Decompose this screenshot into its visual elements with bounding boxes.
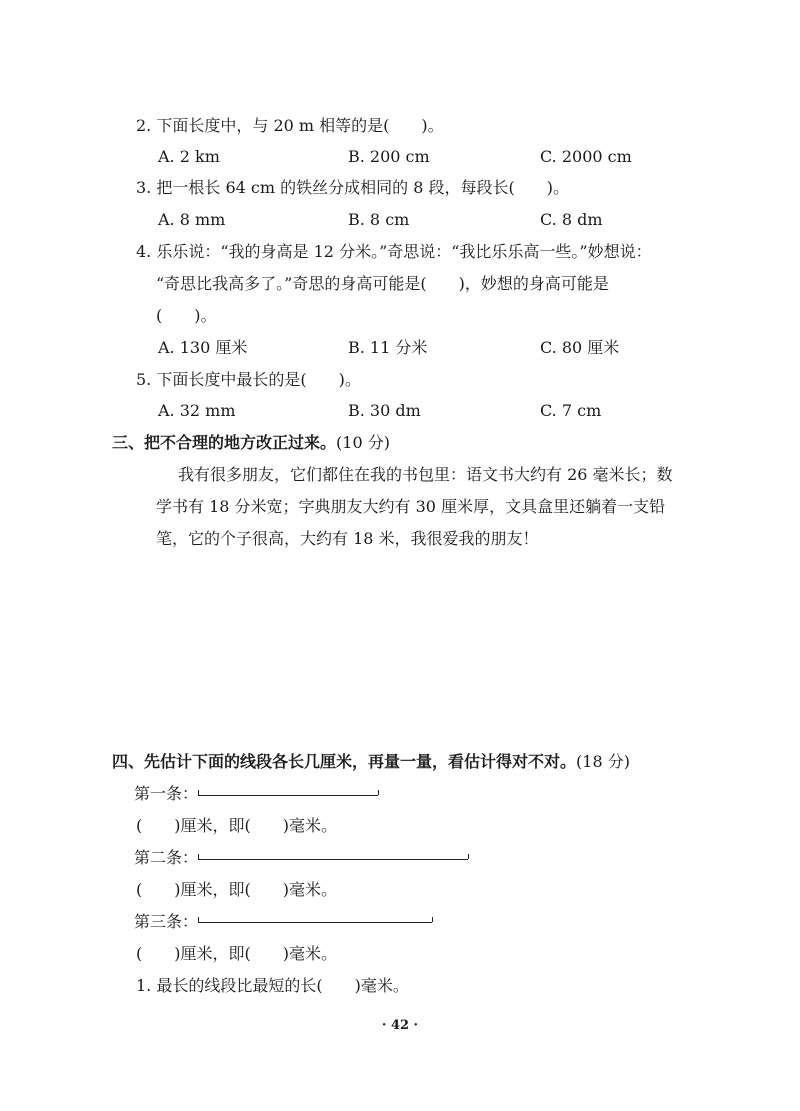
segment-1-end-tick	[378, 790, 379, 795]
question-4-stem-line-1: 4. 乐乐说：“我的身高是 12 分米。”奇思说：“我比乐乐高一些。”妙想说：	[136, 242, 652, 261]
question-2-stem: 2. 下面长度中，与 20 m 相等的是( )。	[136, 116, 444, 135]
question-5-option-c: C. 7 cm	[540, 401, 602, 420]
question-4-option-b: B. 11 分米	[348, 338, 428, 357]
question-2-option-b: B. 200 cm	[348, 147, 430, 166]
question-5-option-b: B. 30 dm	[348, 401, 421, 420]
question-4-stem-line-2: “奇思比我高多了。”奇思的身高可能是( )，妙想的身高可能是	[156, 274, 609, 293]
question-5-option-a: A. 32 mm	[158, 401, 236, 420]
page-number: · 42 ·	[381, 1018, 419, 1033]
segment-3-end-tick	[432, 917, 433, 922]
segment-2-end-tick	[468, 854, 469, 859]
segment-3-answer: ( )厘米，即( )毫米。	[136, 944, 337, 963]
question-3-stem: 3. 把一根长 64 cm 的铁丝分成相同的 8 段，每段长( )。	[136, 178, 569, 197]
segment-2-answer: ( )厘米，即( )毫米。	[136, 880, 337, 899]
question-5-stem: 5. 下面长度中最长的是( )。	[136, 370, 361, 389]
section-3-paragraph-line-1: 我有很多朋友，它们都住在我的书包里：语文书大约有 26 毫米长；数	[178, 465, 673, 484]
segment-2-label: 第二条：	[134, 848, 199, 867]
section-4-heading	[112, 752, 630, 772]
segment-1-answer: ( )厘米，即( )毫米。	[136, 816, 337, 835]
section-3-heading	[112, 433, 390, 453]
segment-3-label: 第三条：	[134, 912, 199, 931]
section-4-points: (18 分)	[576, 752, 630, 771]
question-4-option-a: A. 130 厘米	[158, 338, 248, 357]
segment-2-line	[198, 859, 468, 860]
section-4-title: 四、先估计下面的线段各长几厘米，再量一量，看估计得对不对。	[112, 752, 577, 771]
segment-1-label: 第一条：	[134, 784, 199, 803]
question-3-option-c: C. 8 dm	[540, 210, 603, 229]
section-3-paragraph-line-3: 笔，它的个子很高，大约有 18 米，我很爱我的朋友！	[156, 529, 539, 548]
question-3-option-b: B. 8 cm	[348, 210, 410, 229]
segment-3-line	[198, 922, 432, 923]
question-2-option-a: A. 2 km	[158, 147, 220, 166]
question-3-option-a: A. 8 mm	[158, 210, 226, 229]
question-4-stem-line-3: ( )。	[156, 306, 217, 325]
question-4-option-c: C. 80 厘米	[540, 338, 620, 357]
section-4-subquestion-1: 1. 最长的线段比最短的长( )毫米。	[136, 976, 409, 995]
section-3-title: 三、把不合理的地方改正过来。	[112, 433, 337, 452]
segment-1-line	[198, 795, 378, 796]
section-3-points: (10 分)	[336, 433, 390, 452]
question-2-option-c: C. 2000 cm	[540, 147, 632, 166]
section-3-paragraph-line-2: 学书有 18 分米宽；字典朋友大约有 30 厘米厚，文具盒里还躺着一支铅	[156, 497, 666, 516]
